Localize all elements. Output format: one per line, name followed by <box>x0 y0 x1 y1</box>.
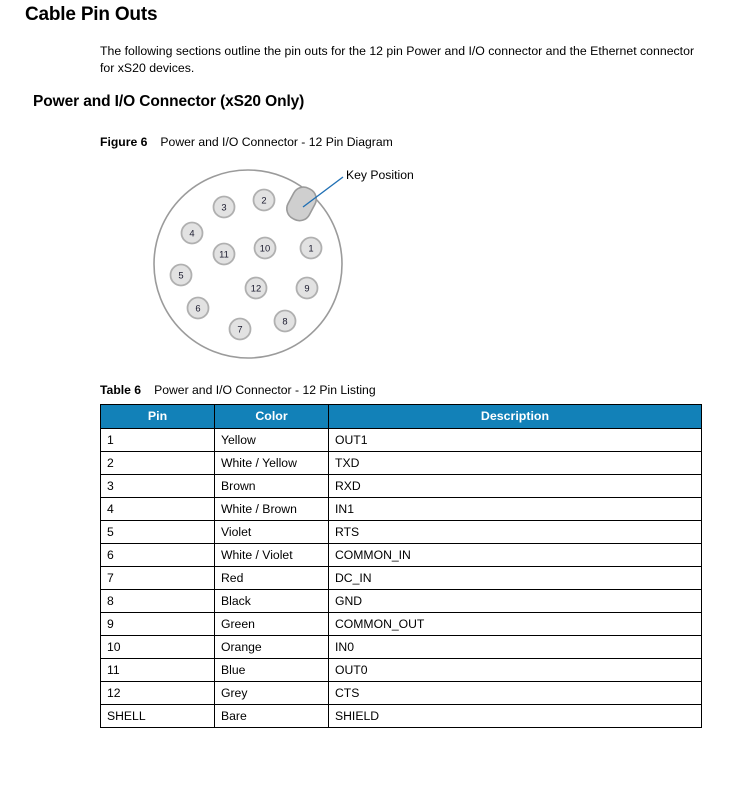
description-cell: DC_IN <box>329 567 702 590</box>
description-cell: OUT1 <box>329 429 702 452</box>
color-cell: Blue <box>215 659 329 682</box>
table-row <box>101 590 702 613</box>
pin-number-8: 8 <box>282 315 288 327</box>
pin-8 <box>275 311 296 332</box>
description-cell: SHIELD <box>329 705 702 728</box>
description-cell: COMMON_OUT <box>329 613 702 636</box>
color-cell: White / Yellow <box>215 452 329 475</box>
pin-3 <box>214 197 235 218</box>
pin-number-9: 9 <box>304 282 310 294</box>
color-cell: White / Brown <box>215 498 329 521</box>
connector-pin-diagram <box>148 163 418 363</box>
description-cell: GND <box>329 590 702 613</box>
figure-caption-text: Power and I/O Connector - 12 Pin Diagram <box>160 135 393 149</box>
table-caption-label: Table 6 <box>100 383 142 397</box>
pin-number-4: 4 <box>189 227 195 239</box>
page-title: Cable Pin Outs <box>25 4 158 25</box>
table-row <box>101 567 702 590</box>
pin-11 <box>214 244 235 265</box>
pin-1 <box>301 238 322 259</box>
pin-cell: 3 <box>101 475 215 498</box>
pin-number-7: 7 <box>237 323 243 335</box>
pin-cell: 6 <box>101 544 215 567</box>
table-header-row <box>101 405 702 429</box>
description-cell: CTS <box>329 682 702 705</box>
pin-5 <box>171 265 192 286</box>
pin-10 <box>255 238 276 259</box>
figure-caption-label: Figure 6 <box>100 135 148 149</box>
color-cell: Orange <box>215 636 329 659</box>
color-cell: Red <box>215 567 329 590</box>
table-row <box>101 613 702 636</box>
table-row <box>101 544 702 567</box>
color-cell: Yellow <box>215 429 329 452</box>
table-row <box>101 521 702 544</box>
color-cell: Grey <box>215 682 329 705</box>
pin-cell: 11 <box>101 659 215 682</box>
section-title: Power and I/O Connector (xS20 Only) <box>33 93 305 110</box>
pin-2 <box>254 190 275 211</box>
table-row <box>101 705 702 728</box>
intro-paragraph: The following sections outline the pin outs for the 12 pin Power and I/O connector and the Ethernet connector for xS20 devices. <box>100 44 695 75</box>
description-cell: RXD <box>329 475 702 498</box>
description-cell: IN1 <box>329 498 702 521</box>
description-cell: IN0 <box>329 636 702 659</box>
table-caption <box>100 383 376 397</box>
color-cell: Violet <box>215 521 329 544</box>
pin-cell: 9 <box>101 613 215 636</box>
description-cell: OUT0 <box>329 659 702 682</box>
pin-4 <box>182 223 203 244</box>
pin-number-10: 10 <box>259 242 271 254</box>
description-cell: COMMON_IN <box>329 544 702 567</box>
pin-cell: 4 <box>101 498 215 521</box>
description-cell: RTS <box>329 521 702 544</box>
table-row <box>101 636 702 659</box>
pin-number-2: 2 <box>261 194 267 206</box>
connector-diagram-svg <box>148 163 418 363</box>
pin-12 <box>246 278 267 299</box>
color-cell: White / Violet <box>215 544 329 567</box>
pin-6 <box>188 298 209 319</box>
pin-cell: 1 <box>101 429 215 452</box>
pin-cell: 12 <box>101 682 215 705</box>
color-cell: Bare <box>215 705 329 728</box>
column-header-description: Description <box>329 405 702 429</box>
column-header-color: Color <box>215 405 329 429</box>
pin-number-11: 11 <box>219 248 229 260</box>
pin-cell: 7 <box>101 567 215 590</box>
table-row <box>101 475 702 498</box>
description-cell: TXD <box>329 452 702 475</box>
figure-caption <box>100 135 393 149</box>
pin-cell: 5 <box>101 521 215 544</box>
pin-number-1: 1 <box>308 242 314 254</box>
pin-number-12: 12 <box>250 282 262 294</box>
pin-listing-table <box>100 404 702 728</box>
pin-number-3: 3 <box>221 201 227 213</box>
table-row <box>101 429 702 452</box>
pin-number-6: 6 <box>195 302 201 314</box>
pin-cell: 8 <box>101 590 215 613</box>
table-row <box>101 498 702 521</box>
color-cell: Black <box>215 590 329 613</box>
column-header-pin: Pin <box>101 405 215 429</box>
table-row <box>101 682 702 705</box>
table-caption-text: Power and I/O Connector - 12 Pin Listing <box>154 383 376 397</box>
key-position-label: Key Position <box>346 168 414 182</box>
color-cell: Green <box>215 613 329 636</box>
pin-cell: 10 <box>101 636 215 659</box>
pin-cell: SHELL <box>101 705 215 728</box>
pin-9 <box>297 278 318 299</box>
pin-7 <box>230 319 251 340</box>
table-row <box>101 659 702 682</box>
color-cell: Brown <box>215 475 329 498</box>
pin-number-5: 5 <box>178 269 184 281</box>
table-row <box>101 452 702 475</box>
pin-cell: 2 <box>101 452 215 475</box>
